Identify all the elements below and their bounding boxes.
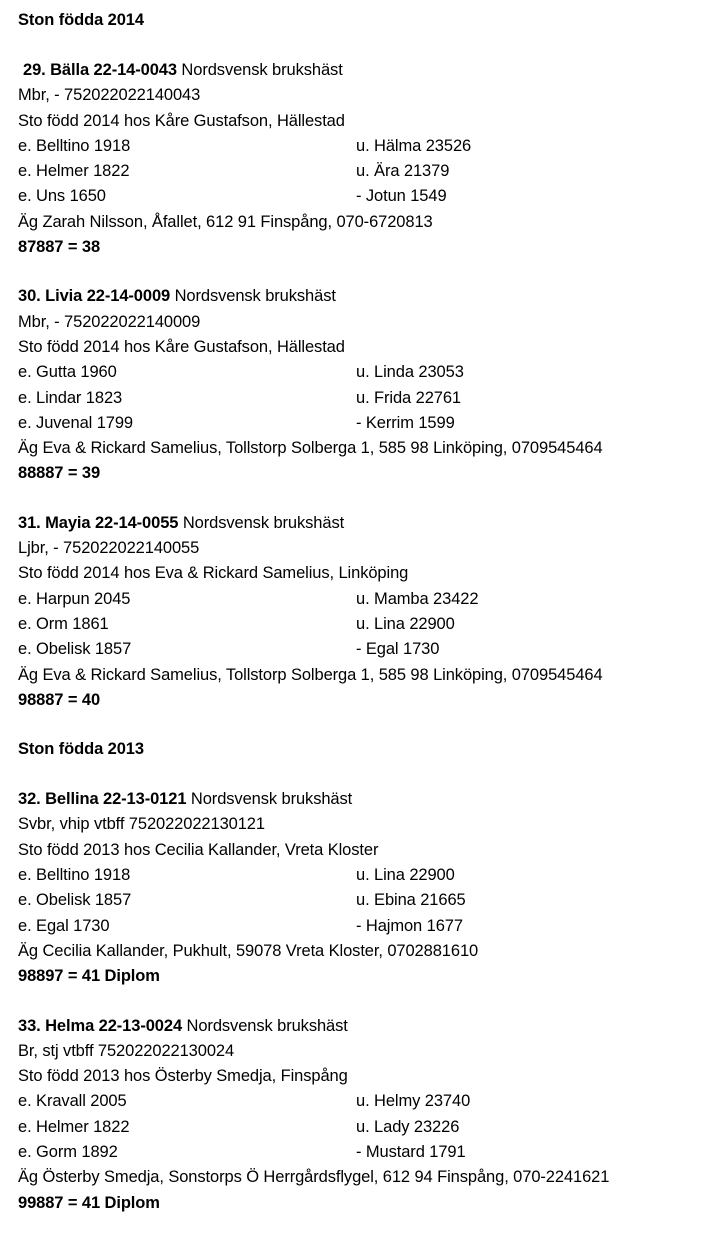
pedigree-row [14,1115,696,1140]
section-spacer [14,762,696,787]
pedigree-dam: u. Lady 23226 [356,1117,460,1136]
entry-registration: Ljbr, - 752022022140055 [18,539,200,558]
entry-name-and-id: 30. Livia 22-14-0009 [18,287,171,306]
pedigree-dam: u. Ära 21379 [356,162,450,181]
pedigree-dam: u. Linda 23053 [356,363,464,382]
pedigree-dam: - Hajmon 1677 [356,916,463,935]
pedigree-sire: e. Juvenal 1799 [18,413,134,432]
entry-header [14,58,696,83]
horse-entry [14,284,696,486]
horse-entry [14,787,696,989]
entry-birth: Sto född 2014 hos Kåre Gustafson, Hällestad [18,111,345,130]
pedigree-row [14,184,696,209]
entry-score: 98887 = 40 [18,690,101,709]
entry-breed: Nordsvensk brukshäst [170,287,336,306]
entry-owner: Äg Österby Smedja, Sonstorps Ö Herrgårdsflygel, 612 94 Finspång, 070-2241621 [18,1168,610,1187]
entry-owner: Äg Eva & Rickard Samelius, Tollstorp Solberga 1, 585 98 Linköping, 0709545464 [18,665,603,684]
pedigree-dam: u. Mamba 23422 [356,589,479,608]
pedigree-row [14,863,696,888]
pedigree-row [14,1140,696,1165]
pedigree-dam: - Mustard 1791 [356,1142,466,1161]
entry-header [14,511,696,536]
entry-spacer [14,713,696,737]
entry-owner: Äg Cecilia Kallander, Pukhult, 59078 Vreta Kloster, 0702881610 [18,941,479,960]
pedigree-dam: u. Lina 22900 [356,614,455,633]
entry-score: 87887 = 38 [18,238,101,257]
section-heading: Ston födda 2013 [18,740,144,759]
pedigree-sire: e. Obelisk 1857 [18,640,132,659]
entry-registration: Svbr, vhip vtbff 752022022130121 [18,815,265,834]
pedigree-row [14,1089,696,1114]
entry-name-and-id: 29. Bälla 22-14-0043 [23,61,177,79]
pedigree-sire: e. Egal 1730 [18,916,110,935]
entry-breed: Nordsvensk brukshäst [178,513,345,532]
entry-header [14,787,696,812]
horse-entry [14,1014,696,1216]
pedigree-sire: e. Lindar 1823 [18,388,123,407]
entry-spacer [14,260,696,284]
entry-spacer [14,1216,696,1240]
entry-name-and-id: 31. Mayia 22-14-0055 [18,513,179,532]
pedigree-row [14,159,696,184]
pedigree-dam: u. Frida 22761 [356,388,462,407]
pedigree-sire: e. Obelisk 1857 [18,891,132,910]
pedigree-sire: e. Belltino 1918 [18,866,131,885]
entry-header [14,284,696,309]
pedigree-sire: e. Kravall 2005 [18,1092,127,1111]
pedigree-sire: e. Orm 1861 [18,614,109,633]
pedigree-row [14,637,696,662]
entry-spacer [14,990,696,1014]
pedigree-row [14,360,696,385]
entry-owner: Äg Zarah Nilsson, Åfallet, 612 91 Finspång, 070-6720813 [18,212,433,231]
entry-birth: Sto född 2014 hos Kåre Gustafson, Hällestad [18,337,345,356]
pedigree-dam: u. Helmy 23740 [356,1092,471,1111]
pedigree-row [14,587,696,612]
entry-name-and-id: 32. Bellina 22-13-0121 [18,790,187,809]
entry-owner: Äg Eva & Rickard Samelius, Tollstorp Solberga 1, 585 98 Linköping, 0709545464 [18,439,603,458]
entry-score: 98897 = 41 Diplom [18,967,160,986]
document-content [14,8,696,1240]
pedigree-dam: - Kerrim 1599 [356,413,455,432]
pedigree-dam: u. Lina 22900 [356,866,455,885]
pedigree-sire: e. Gutta 1960 [18,363,117,382]
pedigree-row [14,914,696,939]
pedigree-row [14,888,696,913]
entry-name-and-id: 33. Helma 22-13-0024 [18,1016,183,1035]
entry-breed: Nordsvensk brukshäst [186,790,353,809]
entry-spacer [14,487,696,511]
entry-breed: Nordsvensk brukshäst [176,61,343,79]
entry-registration: Mbr, - 752022022140009 [18,312,201,331]
pedigree-row [14,134,696,159]
entry-header [14,1014,696,1039]
entry-birth: Sto född 2013 hos Cecilia Kallander, Vreta Kloster [18,840,379,859]
entry-score: 88887 = 39 [18,464,101,483]
pedigree-dam: u. Hälma 23526 [356,136,472,155]
pedigree-row [14,411,696,436]
pedigree-row [14,386,696,411]
entry-score: 99887 = 41 Diplom [18,1193,160,1212]
pedigree-sire: e. Belltino 1918 [18,136,131,155]
entry-breed: Nordsvensk brukshäst [182,1016,348,1035]
pedigree-sire: e. Helmer 1822 [18,162,130,181]
entry-birth: Sto född 2014 hos Eva & Rickard Samelius, Linköping [18,564,409,583]
section-heading: Ston födda 2014 [18,11,144,29]
horse-entry [14,511,696,713]
pedigree-sire: e. Uns 1650 [18,187,106,206]
pedigree-dam: - Jotun 1549 [356,187,447,206]
entry-registration: Mbr, - 752022022140043 [18,86,201,105]
pedigree-row [14,612,696,637]
pedigree-dam: u. Ebina 21665 [356,891,466,910]
entry-registration: Br, stj vtbff 752022022130024 [18,1041,235,1060]
section-spacer [14,33,696,58]
pedigree-sire: e. Helmer 1822 [18,1117,130,1136]
entry-birth: Sto född 2013 hos Österby Smedja, Finspång [18,1067,348,1086]
pedigree-sire: e. Gorm 1892 [18,1142,118,1161]
horse-entry [14,58,696,260]
pedigree-sire: e. Harpun 2045 [18,589,131,608]
pedigree-dam: - Egal 1730 [356,640,440,659]
